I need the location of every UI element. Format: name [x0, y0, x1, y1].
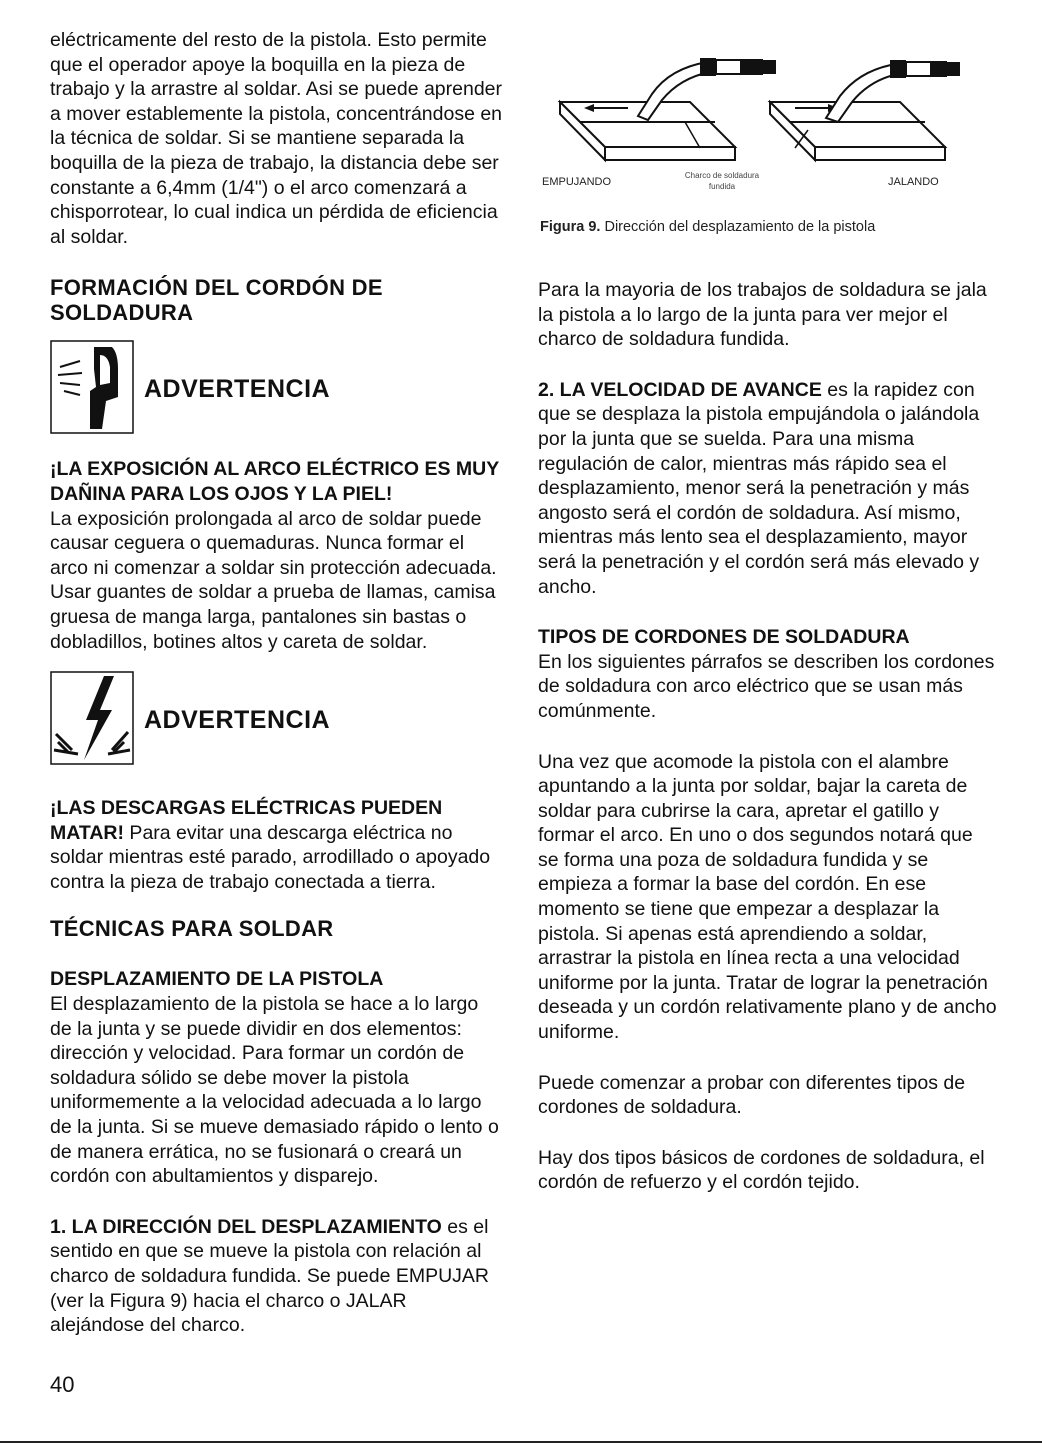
- item2-body: es la rapidez con que se desplaza la pistola empujándola o jalándola por la junta que se suelda. Para una misma regulación de calor, mientras más rápido sea el desplazamiento, menor será la penetración y más angosto será el cordón de soldadura. Así mismo, mientras más lento sea el desplazamiento, mayor será la penetración y el cordón será más elevado y ancho.: [538, 378, 980, 598]
- figure-label-puddle-1: Charco de soldadura: [684, 171, 760, 180]
- warning-body-arc: La exposición prolongada al arco de soldar puede causar ceguera o quemaduras. Nunca formar el arco ni comenzar a soldar sin protección adecuada. Usar guantes de soldar a prueba de llamas, camisa gruesa de manga larga, pantalones sin bastas o dobladillos, botines altos y careta de soldar.: [50, 507, 497, 653]
- figure-label-puddle-2: fundida: [708, 182, 736, 191]
- intro-paragraph: eléctricamente del resto de la pistola. Esto permite que el operador apoye la boquilla en la pieza de trabajo y la arrastre al soldar. Asi se puede aprender a mover establemente la pistola, concentrándose en la técnica de soldar. Si se mantiene separada la boquilla de la pieza de trabajo, la distancia debe ser constante a 6,4mm (1/4") o el arco comenzará a chisporrotear, lo cual indica un pérdida de eficiencia al soldar.: [50, 29, 503, 248]
- warning-heading-arc: ¡LA EXPOSICIÓN AL ARCO ELÉCTRICO ES MUY DAÑINA PARA LOS OJOS Y LA PIEL!: [50, 458, 499, 505]
- page-number: 40: [50, 1372, 75, 1397]
- warning-body-shock: Para evitar una descarga eléctrica no soldar mientras esté parado, arrodillado o apoyado contra la pieza de trabajo conectada a tierra.: [50, 821, 491, 893]
- warning-label-2: ADVERTENCIA: [144, 706, 331, 735]
- figure-label-pull: JALANDO: [888, 176, 939, 188]
- figure-caption-text: Dirección del desplazamiento de la pistola: [600, 219, 876, 235]
- item2-heading: 2. LA VELOCIDAD DE AVANCE: [538, 378, 822, 401]
- item2-paragraph: [538, 378, 998, 599]
- figure-9-illustration: [540, 52, 970, 212]
- right-paragraph-1: Para la mayoria de los trabajos de soldadura se jala la pistola a lo largo de la junta para ver mejor el charco de soldadura fundida.: [538, 279, 987, 351]
- subsection-title-desplazamiento: DESPLAZAMIENTO DE LA PISTOLA: [50, 968, 384, 991]
- warning-block-shock: [50, 670, 505, 766]
- figure-label-push: EMPUJANDO: [542, 176, 612, 188]
- right-paragraph-4: Puede comenzar a probar con diferentes tipos de cordones de soldadura.: [538, 1071, 966, 1119]
- warning-label-1: ADVERTENCIA: [144, 375, 331, 404]
- right-paragraph-2: En los siguientes párrafos se describen los cordones de soldadura con arco eléctrico que se usan más comúnmente.: [538, 650, 995, 722]
- section-title-tipos: TIPOS DE CORDONES DE SOLDADURA: [538, 626, 910, 649]
- item1-paragraph: [50, 1215, 505, 1338]
- right-paragraph-5: Hay dos tipos básicos de cordones de soldadura, el cordón de refuerzo y el cordón tejido.: [538, 1146, 985, 1194]
- warning-heading-shock: ¡LAS DESCARGAS ELÉCTRICAS PUEDEN MATAR!: [50, 797, 443, 844]
- warning-shock-paragraph: [50, 796, 505, 894]
- item1-heading: 1. LA DIRECCIÓN DEL DESPLAZAMIENTO: [50, 1215, 442, 1238]
- section-title-tecnicas: TÉCNICAS PARA SOLDAR: [50, 916, 334, 942]
- figure-9: [540, 52, 970, 212]
- item1-body: es el sentido en que se mueve la pistola con relación al charco de soldadura fundida. Se puede EMPUJAR (ver la Figura 9) hacia el charco o JALAR alejándose del charco.: [50, 1215, 490, 1337]
- section-title-formacion: FORMACIÓN DEL CORDÓN DE SOLDADURA: [50, 275, 383, 326]
- right-paragraph-3: Una vez que acomode la pistola con el alambre apuntando a la junta por soldar, bajar la careta de soldar para cubrirse la cara, apretar el gatillo y formar el arco. En uno o dos segundos notará que se forma una poza de soldadura fundida y se empieza a formar la base del cordón. En ese momento se tiene que empezar a desplazar la pistola. Si apenas está aprendiendo a soldar, arrastrar la pistola en línea recta a una velocidad uniforme por la junta. Tratar de lograr la penetración deseada y un cordón relativamente plano y de ancho uniforme.: [538, 750, 997, 1044]
- warning-block-arc: [50, 339, 505, 435]
- figure-caption-prefix: Figura 9.: [540, 219, 601, 235]
- eye-face-hazard-icon: [50, 339, 134, 435]
- desplazamiento-body: El desplazamiento de la pistola se hace a lo largo de la junta y se puede dividir en dos elementos: dirección y velocidad. Para formar un cordón de soldadura sólido se debe mover la pistola uniformemente a la velocidad adecuada a lo largo de la junta. Si se mueve demasiado rápido o lento o de manera errática, no se fusionará o creará un cordón con abultamientos y disparejo.: [50, 993, 499, 1188]
- left-column: [50, 0, 505, 1338]
- figure-9-caption: [540, 219, 875, 235]
- right-column: [538, 278, 998, 1195]
- bottom-rule: [0, 1441, 1042, 1443]
- electric-shock-icon: [50, 670, 134, 766]
